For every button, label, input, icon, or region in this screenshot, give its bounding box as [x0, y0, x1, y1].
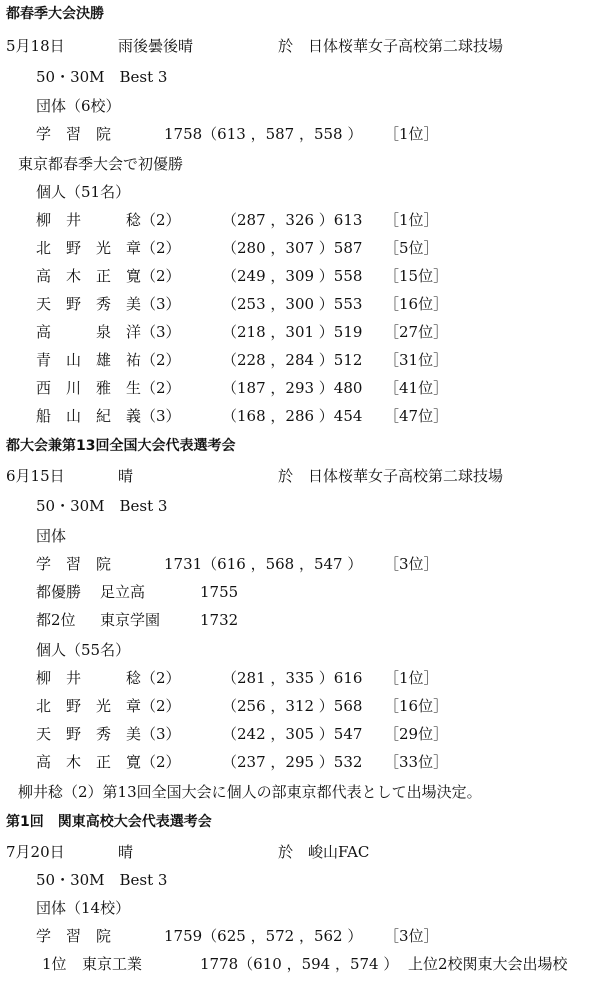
athlete-rank: ［31位］: [384, 351, 449, 369]
individual-label: 個人（55名）: [36, 641, 131, 659]
team-score: 1758（613 ，587 ，558 ）: [164, 125, 363, 143]
other-team-label: 都2位: [36, 611, 76, 629]
athlete-name: 天 野 秀 美（3）: [36, 295, 181, 313]
athlete-name: 高 木 正 寛（2）: [36, 753, 181, 771]
event-venue: 於 日体桜華女子高校第二球技場: [278, 467, 504, 485]
team-rank: ［1位］: [384, 125, 439, 143]
team-score: 1759（625 ，572 ，562 ）: [164, 927, 363, 945]
event-weather: 晴: [118, 843, 134, 861]
event-date: 7月20日: [6, 843, 65, 861]
team-name: 学 習 院: [36, 125, 112, 143]
team-score: 1731（616 ，568 ，547 ）: [164, 555, 363, 573]
event-format: 50・30M Best 3: [36, 497, 168, 515]
athlete-name: 船 山 紀 義（3）: [36, 407, 181, 425]
team-name: 学 習 院: [36, 555, 112, 573]
team-label: 団体（14校）: [36, 899, 131, 917]
first-place-note: 上位2校関東大会出場校: [408, 955, 568, 973]
event-date: 5月18日: [6, 37, 65, 55]
athlete-rank: ［15位］: [384, 267, 449, 285]
athlete-rank: ［16位］: [384, 295, 449, 313]
athlete-rank: ［41位］: [384, 379, 449, 397]
individual-label: 個人（51名）: [36, 183, 131, 201]
athlete-scores: （168 ，286 ）454: [222, 407, 363, 425]
first-place-score: 1778（610 ，594 ，574 ）: [200, 955, 399, 973]
event-venue: 於 峻山FAC: [278, 843, 370, 861]
athlete-rank: ［5位］: [384, 239, 439, 257]
first-place-label: 1位: [42, 955, 67, 973]
athlete-name: 青 山 雄 祐（2）: [36, 351, 181, 369]
section-heading: 都春季大会決勝: [6, 6, 104, 22]
other-team-name: 足立高: [100, 583, 146, 601]
team-rank: ［3位］: [384, 927, 439, 945]
athlete-rank: ［29位］: [384, 725, 449, 743]
section-heading: 第1回 関東高校大会代表選考会: [6, 814, 212, 830]
other-team-label: 都優勝: [36, 583, 82, 601]
section-note: 柳井稔（2）第13回全国大会に個人の部東京都代表として出場決定。: [18, 783, 482, 801]
other-team-score: 1732: [200, 611, 239, 629]
event-format: 50・30M Best 3: [36, 68, 168, 86]
event-date: 6月15日: [6, 467, 65, 485]
section-heading: 都大会兼第13回全国大会代表選考会: [6, 438, 236, 454]
athlete-scores: （281 ，335 ）616: [222, 669, 363, 687]
other-team-name: 東京学園: [100, 611, 161, 629]
athlete-scores: （256 ，312 ）568: [222, 697, 363, 715]
athlete-scores: （280 ，307 ）587: [222, 239, 363, 257]
event-format: 50・30M Best 3: [36, 871, 168, 889]
section-note: 東京都春季大会で初優勝: [18, 155, 184, 173]
team-rank: ［3位］: [384, 555, 439, 573]
athlete-rank: ［1位］: [384, 211, 439, 229]
athlete-name: 高 泉 洋（3）: [36, 323, 181, 341]
first-place-name: 東京工業: [82, 955, 143, 973]
team-label: 団体: [36, 527, 67, 545]
athlete-rank: ［27位］: [384, 323, 449, 341]
athlete-name: 天 野 秀 美（3）: [36, 725, 181, 743]
athlete-name: 北 野 光 章（2）: [36, 239, 181, 257]
athlete-name: 柳 井 稔（2）: [36, 211, 181, 229]
athlete-scores: （187 ，293 ）480: [222, 379, 363, 397]
athlete-scores: （228 ，284 ）512: [222, 351, 363, 369]
event-weather: 晴: [118, 467, 134, 485]
athlete-scores: （237 ，295 ）532: [222, 753, 363, 771]
team-name: 学 習 院: [36, 927, 112, 945]
athlete-name: 西 川 雅 生（2）: [36, 379, 181, 397]
athlete-scores: （249 ，309 ）558: [222, 267, 363, 285]
athlete-name: 北 野 光 章（2）: [36, 697, 181, 715]
athlete-rank: ［16位］: [384, 697, 449, 715]
other-team-score: 1755: [200, 583, 239, 601]
athlete-scores: （287 ，326 ）613: [222, 211, 363, 229]
athlete-rank: ［33位］: [384, 753, 449, 771]
athlete-rank: ［1位］: [384, 669, 439, 687]
athlete-scores: （242 ，305 ）547: [222, 725, 363, 743]
athlete-scores: （218 ，301 ）519: [222, 323, 363, 341]
event-venue: 於 日体桜華女子高校第二球技場: [278, 37, 504, 55]
athlete-rank: ［47位］: [384, 407, 449, 425]
athlete-name: 柳 井 稔（2）: [36, 669, 181, 687]
athlete-name: 高 木 正 寛（2）: [36, 267, 181, 285]
event-weather: 雨後曇後晴: [118, 37, 194, 55]
athlete-scores: （253 ，300 ）553: [222, 295, 363, 313]
team-label: 団体（6校）: [36, 97, 121, 115]
